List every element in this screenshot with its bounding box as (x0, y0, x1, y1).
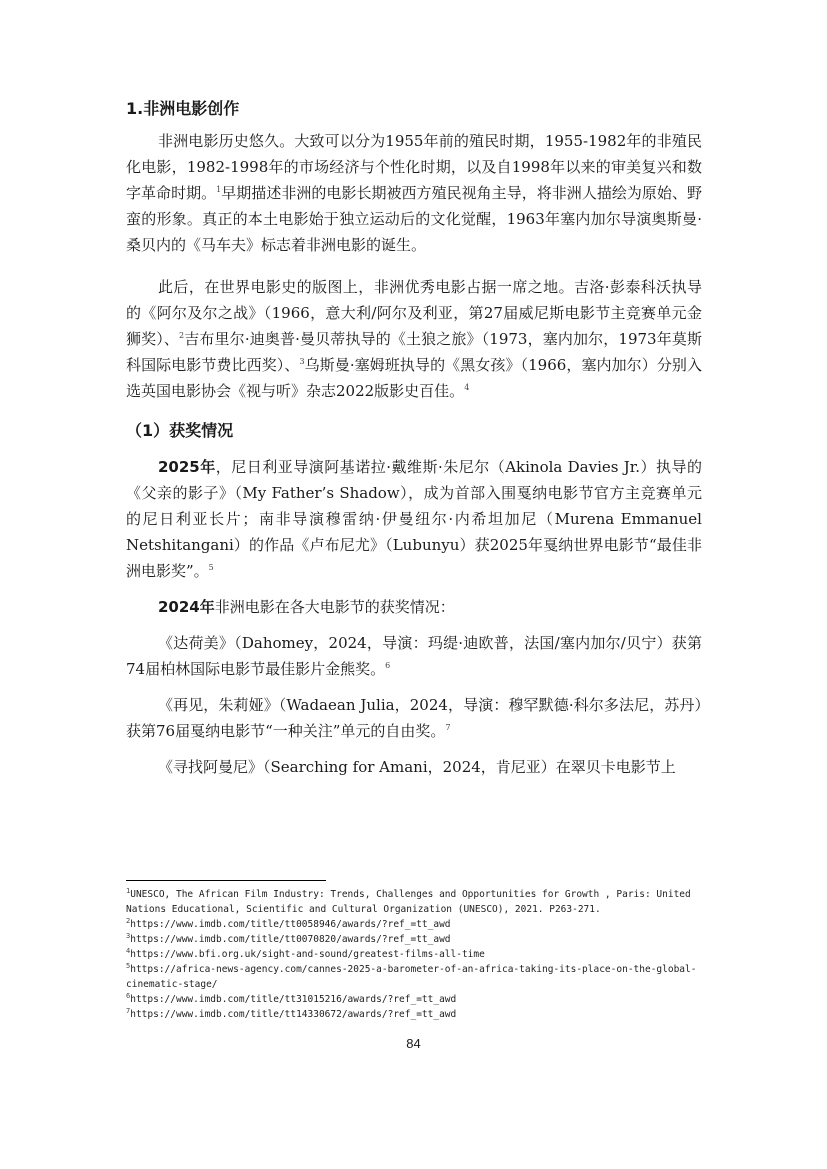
year-2024-label: 2024年 (158, 598, 215, 616)
footnote-link[interactable]: https://africa-news-agency.com/cannes-2025-a-barometer-of-an-africa-taking-its-place-on-the-global-cinematic-stage/ (126, 964, 697, 990)
footnote-ref-3[interactable]: 3 (299, 357, 305, 366)
footnote-link[interactable]: https://www.bfi.org.uk/sight-and-sound/greatest-films-all-time (130, 949, 485, 960)
paragraph-2024-intro-text: 非洲电影在各大电影节的获奖情况： (214, 598, 455, 616)
paragraph-2025-text: ，尼日利亚导演阿基诺拉·戴维斯·朱尼尔（Akinola Davies Jr.）执导的《父亲的影子》（My Father’s Shadow），成为首部入围戛纳电影节官方主竞赛单元的尼日利亚长片；南非导演穆雷纳·伊曼纽尔·内希坦加尼（Murena Emmanuel Netshitangani）的作品《卢布尼尤》（Lubunyu）获2025年戛纳世界电影节“最佳非洲电影奖”。 (126, 458, 702, 580)
paragraph-dahomey (126, 630, 702, 682)
footnote-number: 1 (126, 886, 131, 895)
footnote-number: 7 (126, 1006, 131, 1015)
subsection-heading: （1）获奖情况 (126, 421, 234, 440)
footnote-link[interactable]: https://www.imdb.com/title/tt31015216/awards/?ref_=tt_awd (130, 994, 457, 1005)
footnote-ref-5[interactable]: 5 (208, 563, 214, 572)
footnote-link[interactable]: https://www.imdb.com/title/tt0058946/awards/?ref_=tt_awd (130, 919, 451, 930)
section-heading: 1.非洲电影创作 (126, 99, 240, 118)
footnote-item (126, 932, 702, 947)
footnotes-section (126, 880, 702, 1022)
paragraph-history-text-a: 非洲电影历史悠久。大致可以分为1955年前的殖民时期，1955-1982年的非殖民化电影，1982-1998年的市场经济与个性化时期，以及自1998年以来的审美复兴和数字革命时期。 (126, 132, 702, 202)
footnote-number: 2 (126, 916, 131, 925)
footnote-number: 6 (126, 991, 131, 1000)
main-text-column (126, 96, 702, 790)
paragraph-2025-awards (126, 454, 702, 584)
footnote-item (126, 992, 702, 1007)
footnote-ref-4[interactable]: 4 (464, 383, 470, 392)
paragraph-world-cinema (126, 274, 702, 404)
paragraph-2024-intro (126, 594, 702, 620)
footnote-item (126, 917, 702, 932)
paragraph-dahomey-text: 《达荷美》（Dahomey，2024，导演：玛缇·迪欧普，法国/塞内加尔/贝宁）获第74届柏林国际电影节最佳影片金熊奖。 (126, 634, 702, 678)
paragraph-world-cinema-text-c: 乌斯曼·塞姆班执导的《黑女孩》（1966，塞内加尔）分别入选英国电影协会《视与听》杂志2022版影史百佳。 (126, 356, 702, 400)
footnote-item (126, 947, 702, 962)
paragraph-history (126, 128, 702, 258)
footnote-link[interactable]: https://www.imdb.com/title/tt0070820/awards/?ref_=tt_awd (130, 934, 451, 945)
footnote-ref-7[interactable]: 7 (445, 723, 451, 732)
footnote-number: 5 (126, 961, 131, 970)
footnote-text: UNESCO, The African Film Industry: Trends, Challenges and Opportunities for Growth , Paris: United Nations Educational, Scientific and Cultural Organization (UNESCO), 2021. P263-271. (126, 889, 691, 915)
footnote-item (126, 1007, 702, 1022)
footnote-number: 3 (126, 931, 131, 940)
footnote-item (126, 962, 702, 992)
paragraph-searching-for-amani-text: 《寻找阿曼尼》（Searching for Amani，2024，肯尼亚）在翠贝卡电影节上 (158, 758, 676, 776)
paragraph-goodbye-julia (126, 692, 702, 744)
year-2025-label: 2025年 (158, 458, 216, 476)
footnote-ref-6[interactable]: 6 (385, 661, 391, 670)
footnote-separator (126, 880, 326, 881)
paragraph-goodbye-julia-text: 《再见，朱莉娅》（Wadaean Julia，2024，导演：穆罕默德·科尔多法尼，苏丹）获第76届戛纳电影节“一种关注”单元的自由奖。 (126, 696, 702, 740)
footnote-ref-1[interactable]: 1 (216, 185, 222, 194)
paragraph-searching-for-amani (126, 754, 702, 780)
footnote-number: 4 (126, 946, 131, 955)
paragraph-history-text-b: 早期描述非洲的电影长期被西方殖民视角主导，将非洲人描绘为原始、野蛮的形象。真正的本土电影始于独立运动后的文化觉醒，1963年塞内加尔导演奥斯曼·桑贝内的《马车夫》标志着非洲电影的诞生。 (126, 184, 702, 254)
footnote-ref-2[interactable]: 2 (179, 331, 185, 340)
paragraph-world-cinema-text-a: 此后，在世界电影史的版图上，非洲优秀电影占据一席之地。吉洛·彭泰科沃执导的《阿尔及尔之战》（1966，意大利/阿尔及利亚，第27届威尼斯电影节主竞赛单元金狮奖）、 (126, 278, 702, 348)
footnote-link[interactable]: https://www.imdb.com/title/tt14330672/awards/?ref_=tt_awd (130, 1009, 457, 1020)
footnote-item (126, 887, 702, 917)
paragraph-world-cinema-text-b: 吉布里尔·迪奥普·曼贝蒂执导的《土狼之旅》（1973，塞内加尔，1973年莫斯科国际电影节费比西奖）、 (126, 330, 702, 374)
page-number: 84 (406, 1036, 421, 1051)
